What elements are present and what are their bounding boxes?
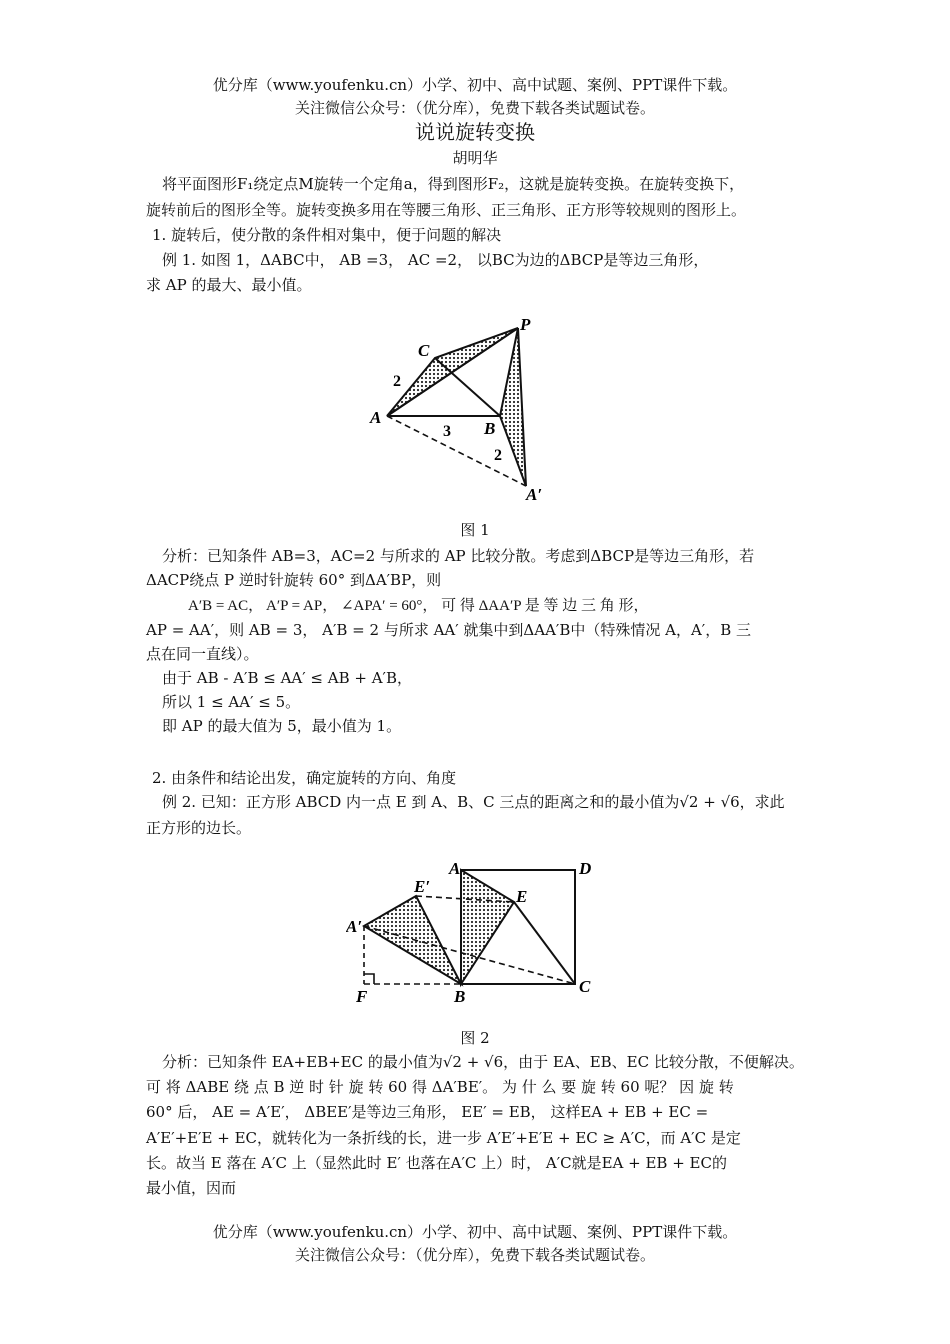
fig2-label-c: C xyxy=(579,977,591,996)
analysis2-line-2: 可 将 ΔABE 绕 点 B 逆 时 针 旋 转 60 得 ΔA′BE′。 为 什 么 要 旋 转 60 呢？ 因 旋 转 xyxy=(146,1078,734,1096)
intro-line-1: 将平面图形F₁绕定点M旋转一个定角a，得到图形F₂，这就是旋转变换。在旋转变换下， xyxy=(162,175,745,193)
fig1-len-ab: 3 xyxy=(443,423,451,440)
right-angle-mark xyxy=(364,974,374,984)
example2-line-2: 正方形的边长。 xyxy=(146,819,252,837)
figure1-caption: 图 1 xyxy=(460,521,490,539)
fig2-label-b: B xyxy=(454,987,466,1006)
analysis1-line-1: 分析：已知条件 AB=3，AC=2 与所求的 AP 比较分散。考虑到ΔBCP是等边三角形，若 xyxy=(162,547,755,565)
example2-line-1: 例 2. 已知：正方形 ABCD 内一点 E 到 A、B、C 三点的距离之和的最小值为√2 + √6，求此 xyxy=(162,793,785,811)
fig1-label-b: B xyxy=(484,419,496,438)
footer-line-1: 优分库（www.youfenku.cn）小学、初中、高中试题、案例、PPT课件下载。 xyxy=(212,1223,738,1241)
analysis1-line-5: 点在同一直线）。 xyxy=(146,645,259,663)
segment-ap xyxy=(387,328,518,416)
segment-ec xyxy=(514,902,575,984)
fig1-len-ac: 2 xyxy=(393,373,401,390)
analysis2-line-4: A′E′+E′E + EC，就转化为一条折线的长，进一步 A′E′+E′E + EC ≥ A′C，而 A′C 是定 xyxy=(146,1129,741,1147)
fig2-label-f: F xyxy=(356,987,368,1006)
analysis1-line-8: 即 AP 的最大值为 5，最小值为 1。 xyxy=(162,717,402,735)
fig2-label-a-prime: A′ xyxy=(346,917,363,936)
segment-cb xyxy=(435,358,500,416)
analysis1-line-2: ΔACP绕点 P 逆时针旋转 60° 到ΔA′BP，则 xyxy=(146,571,442,589)
author: 胡明华 xyxy=(452,149,498,167)
shaded-triangle-a2bp xyxy=(500,328,526,486)
footer-line-2: 关注微信公众号：（优分库），免费下载各类试题试卷。 xyxy=(294,1246,655,1264)
figure-2 xyxy=(346,856,606,1008)
analysis2-line-3: 60° 后， AE = A′E′， ΔBEE′是等边三角形， EE′ = EB， 这样EA + EB + EC = xyxy=(146,1103,709,1121)
analysis1-line-6: 由于 AB - A′B ≤ AA′ ≤ AB + A′B， xyxy=(162,669,412,687)
header-line-1: 优分库（www.youfenku.cn）小学、初中、高中试题、案例、PPT课件下载。 xyxy=(212,76,738,94)
analysis2-line-6: 最小值，因而 xyxy=(146,1179,237,1197)
shaded-triangle-abe xyxy=(461,870,514,984)
fig1-label-a-prime: A′ xyxy=(526,485,543,504)
example1-line-2: 求 AP 的最大、最小值。 xyxy=(146,276,312,294)
fig1-label-p: P xyxy=(520,315,531,334)
analysis1-line-3: A′B = AC， A′P = AP， ∠APA′ = 60°， 可 得 ΔAA′P 是 等 边 三 角 形， xyxy=(188,598,649,614)
figure2-caption: 图 2 xyxy=(460,1029,490,1047)
page-title: 说说旋转变换 xyxy=(415,120,535,144)
fig2-label-d: D xyxy=(579,859,592,878)
fig2-label-e: E xyxy=(516,887,528,906)
intro-line-2: 旋转前后的图形全等。旋转变换多用在等腰三角形、正三角形、正方形等较规则的图形上。 xyxy=(146,201,747,219)
analysis1-line-7: 所以 1 ≤ AA′ ≤ 5。 xyxy=(162,693,301,711)
example1-line-1: 例 1. 如图 1，ΔABC中， AB =3， AC =2， 以BC为边的ΔBCP是等边三角形， xyxy=(162,251,709,269)
section1-heading: 1. 旋转后，使分散的条件相对集中，便于问题的解决 xyxy=(152,226,502,244)
fig1-len-ba2: 2 xyxy=(494,447,502,464)
header-line-2: 关注微信公众号：（优分库），免费下载各类试题试卷。 xyxy=(294,99,655,117)
fig2-label-e-prime: E′ xyxy=(414,877,431,896)
fig1-label-a: A xyxy=(370,408,382,427)
section2-heading: 2. 由条件和结论出发，确定旋转的方向、角度 xyxy=(152,769,457,787)
analysis1-line-4: AP = AA′，则 AB = 3， A′B = 2 与所求 AA′ 就集中到ΔAA′B中（特殊情况 A，A′，B 三 xyxy=(146,621,751,639)
analysis2-line-1: 分析：已知条件 EA+EB+EC 的最小值为√2 + √6，由于 EA、EB、EC 比较分散，不便解决。 xyxy=(162,1053,804,1071)
fig1-label-c: C xyxy=(418,341,430,360)
analysis2-line-5: 长。故当 E 落在 A′C 上（显然此时 E′ 也落在A′C 上）时， A′C就是EA + EB + EC的 xyxy=(146,1154,727,1172)
fig2-label-a: A xyxy=(449,859,461,878)
figure-1 xyxy=(360,308,560,508)
